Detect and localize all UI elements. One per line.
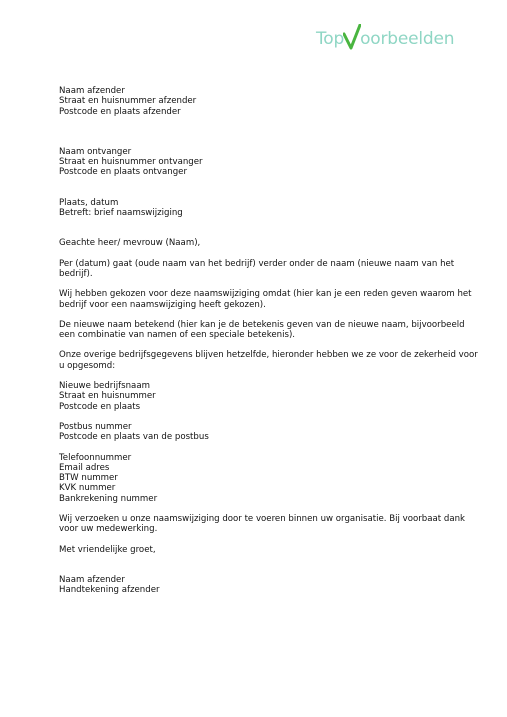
recipient-postal: Postcode en plaats ontvanger xyxy=(59,167,188,178)
paragraph-3: De nieuwe naam betekend (hier kan je de betekenis geven van de nieuwe naam, bijvoorbeeld een combinatie van namen of een speciale betekenis). xyxy=(59,319,465,341)
subject-line: Betreft: brief naamswijziging xyxy=(59,208,183,219)
postbox-postal: Postcode en plaats van de postbus xyxy=(59,432,209,443)
place-date: Plaats, datum xyxy=(59,197,119,208)
signature-sign: Handtekening afzender xyxy=(59,585,160,596)
company-new-name: Nieuwe bedrijfsnaam xyxy=(59,381,150,392)
contact-phone: Telefoonnummer xyxy=(59,452,132,463)
brand-logo xyxy=(316,27,458,51)
contact-kvk: KVK nummer xyxy=(59,483,116,494)
logo-text-left: Top xyxy=(316,29,345,49)
salutation: Geachte heer/ mevrouw (Naam), xyxy=(59,238,201,249)
sender-street: Straat en huisnummer afzender xyxy=(59,96,197,107)
signature-name: Naam afzender xyxy=(59,574,125,585)
greeting: Met vriendelijke groet, xyxy=(59,544,156,555)
company-street: Straat en huisnummer xyxy=(59,391,156,402)
recipient-address xyxy=(59,147,479,178)
company-address xyxy=(59,381,479,412)
check-v-icon xyxy=(344,27,360,51)
signature-block xyxy=(59,575,479,596)
company-postal: Postcode en plaats xyxy=(59,401,141,412)
contact-email: Email adres xyxy=(59,462,110,473)
recipient-name: Naam ontvanger xyxy=(59,146,132,157)
paragraph-2: Wij hebben gekozen voor deze naamswijziging omdat (hier kan je een reden geven waarom het bedrijf voor een naamswijziging heeft gekozen). xyxy=(59,289,472,310)
paragraph-4: Onze overige bedrijfsgegevens blijven hetzelfde, hieronder hebben we ze voor de zekerheid voor u opgesomd: xyxy=(59,350,478,371)
postbox-details xyxy=(59,422,479,443)
contact-details xyxy=(59,453,479,504)
letter-meta xyxy=(59,198,479,219)
paragraph-1: Per (datum) gaat (oude naam van het bedrijf) verder onder de naam (nieuwe naam van het bedrijf). xyxy=(59,258,455,279)
logo-text-right: oorbeelden xyxy=(360,29,455,49)
closing-paragraph: Wij verzoeken u onze naamswijziging door te voeren binnen uw organisatie. Bij voorbaat dank voor uw medewerking. xyxy=(59,514,466,535)
sender-name: Naam afzender xyxy=(59,86,125,96)
sender-postal: Postcode en plaats afzender xyxy=(59,106,181,117)
postbox-number: Postbus nummer xyxy=(59,421,132,432)
sender-address xyxy=(59,86,479,117)
letter-body xyxy=(59,86,479,596)
contact-vat: BTW nummer xyxy=(59,473,118,484)
contact-bank: Bankrekening nummer xyxy=(59,493,158,504)
recipient-street: Straat en huisnummer ontvanger xyxy=(59,157,203,168)
